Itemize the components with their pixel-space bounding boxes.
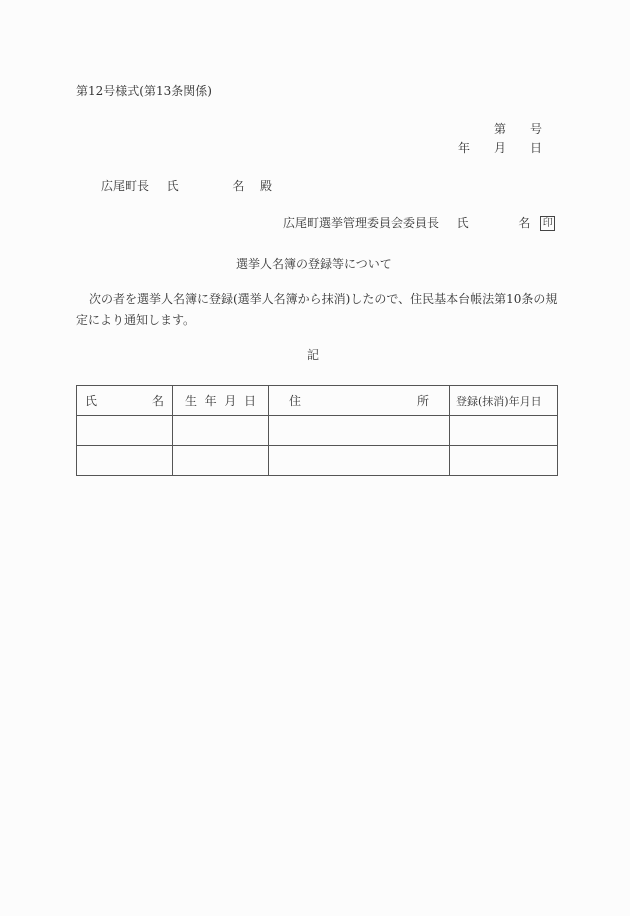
header-name-shi: 氏 bbox=[85, 394, 98, 408]
body-line-1: 次の者を選挙人名簿に登録(選挙人名簿から抹消)したので、住民基本台帳法第10条の規 bbox=[89, 292, 558, 306]
date-line bbox=[458, 141, 542, 155]
cell-name[interactable] bbox=[77, 446, 173, 476]
header-birth-hi: 日 bbox=[243, 394, 256, 408]
sender-title: 広尾町選挙管理委員会委員長 bbox=[283, 216, 440, 230]
header-birth-tsuki: 月 bbox=[224, 394, 237, 408]
table-row bbox=[77, 446, 558, 476]
cell-birth[interactable] bbox=[173, 446, 269, 476]
header-address bbox=[269, 386, 450, 416]
date-year: 年 bbox=[458, 141, 471, 155]
sender bbox=[283, 216, 555, 231]
date-day: 日 bbox=[529, 141, 542, 155]
header-reg-date: 登録(抹消)年月日 bbox=[450, 386, 558, 416]
table-header-row bbox=[77, 386, 558, 416]
header-address-sho: 所 bbox=[416, 394, 429, 408]
cell-reg-date[interactable] bbox=[450, 446, 558, 476]
header-birth-nen: 年 bbox=[204, 394, 217, 408]
addressee-shi: 氏 bbox=[166, 179, 179, 193]
seal-mark: 印 bbox=[540, 216, 555, 231]
cell-name[interactable] bbox=[77, 416, 173, 446]
header-birth-sei: 生 bbox=[185, 394, 198, 408]
number-dai: 第 bbox=[494, 122, 507, 136]
subject-title: 選挙人名簿の登録等について bbox=[236, 257, 392, 271]
addressee-title: 広尾町長 bbox=[101, 179, 150, 193]
header-name bbox=[77, 386, 173, 416]
addressee-mei: 名 bbox=[232, 179, 245, 193]
ki-heading: 記 bbox=[307, 348, 320, 362]
header-name-mei: 名 bbox=[151, 394, 164, 408]
header-birth bbox=[173, 386, 269, 416]
addressee-dono: 殿 bbox=[260, 179, 273, 193]
cell-address[interactable] bbox=[269, 416, 450, 446]
body-line-2: 定により通知します。 bbox=[76, 313, 196, 327]
record-table bbox=[76, 385, 558, 476]
cell-birth[interactable] bbox=[173, 416, 269, 446]
form-label: 第12号様式(第13条関係) bbox=[76, 84, 212, 98]
cell-reg-date[interactable] bbox=[450, 416, 558, 446]
number-go: 号 bbox=[529, 122, 542, 136]
cell-address[interactable] bbox=[269, 446, 450, 476]
sender-shi: 氏 bbox=[456, 216, 469, 230]
addressee bbox=[101, 179, 272, 193]
date-month: 月 bbox=[493, 141, 506, 155]
sender-mei: 名 bbox=[518, 216, 531, 230]
header-address-ju: 住 bbox=[289, 394, 302, 408]
table-row bbox=[77, 416, 558, 446]
number-line bbox=[494, 122, 542, 136]
